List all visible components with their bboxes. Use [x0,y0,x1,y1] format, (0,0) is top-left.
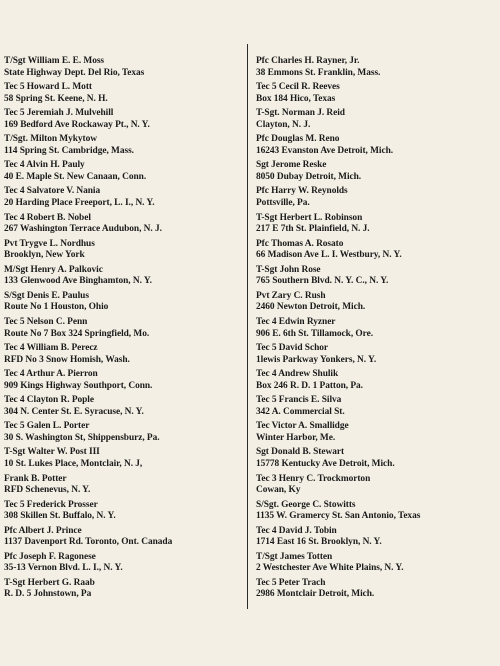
roster-entry [256,186,496,211]
roster-entry [4,421,241,446]
roster-entry [4,369,241,394]
roster-entry [256,552,496,577]
entry-name: Tec 5 David Schor [256,343,328,354]
entry-address: 2986 Montclair Detroit, Mich. [256,589,375,600]
roster-entry [4,239,241,264]
entry-address: RFD No 3 Snow Homish, Wash. [4,354,130,365]
roster-entry [4,500,241,525]
entry-name: T-Sgt Herbert L. Robinson [256,212,363,223]
roster-entry [256,82,496,107]
roster-column-right [256,56,496,604]
entry-address: Route No 7 Box 324 Springfield, Mo. [4,328,150,339]
entry-name: Tec Victor A. Smallidge [256,421,349,432]
entry-address: 267 Washington Terrace Audubon, N. J. [4,224,162,235]
entry-address: 2 Westchester Ave White Plains, N. Y. [256,563,404,574]
roster-entry [256,447,496,472]
entry-address: 1lewis Parkway Yonkers, N. Y. [256,354,377,365]
roster-entry [4,291,241,316]
entry-address: Route No 1 Houston, Ohio [4,302,109,313]
roster-entry [256,265,496,290]
entry-name: Tec 4 Andrew Shulik [256,369,339,380]
roster-entry [4,186,241,211]
entry-address: 1714 East 16 St. Brooklyn, N. Y. [256,537,382,548]
entry-address: 133 Glenwood Ave Binghamton, N. Y. [4,276,152,287]
entry-name: Sgt Jerome Reske [256,160,327,171]
entry-address: RFD Schenevus, N. Y. [4,485,91,496]
roster-entry [256,578,496,603]
entry-name: Pfc Joseph F. Ragonese [4,551,96,562]
roster-entry [4,526,241,551]
entry-address: 765 Southern Blvd. N. Y. C., N. Y. [256,276,389,287]
entry-address: Clayton, N. J. [256,119,311,130]
entry-address: 15778 Kentucky Ave Detroit, Mich. [256,459,395,469]
entry-name: S/Sgt. George C. Stowitts [256,499,356,510]
entry-name: Pfc Thomas A. Rosato [256,238,344,249]
entry-name: Tec 3 Henry C. Trockmorton [256,473,371,484]
entry-address: 906 E. 6th St. Tillamock, Ore. [256,328,374,339]
entry-name: Tec 5 Howard L. Mott [4,82,92,93]
entry-address: 308 Skillen St. Buffalo, N. Y. [4,511,116,522]
entry-address: 40 E. Maple St. New Canaan, Conn. [4,171,147,182]
entry-address: State Highway Dept. Del Rio, Texas [4,67,145,78]
entry-name: T-Sgt. Norman J. Reid [256,108,345,119]
entry-name: Tec 4 Robert B. Nobel [4,212,91,223]
entry-address: 304 N. Center St. E. Syracuse, N. Y. [4,406,144,417]
entry-address: 2460 Newton Detroit, Mich. [256,302,366,313]
entry-name: Tec 4 Salvatore V. Nania [4,186,101,197]
entry-name: Tec 5 Cecil R. Reeves [256,82,340,93]
roster-entry [4,134,241,159]
entry-name: Frank B. Potter [4,473,67,484]
roster-entry [256,56,496,81]
entry-name: Pfc Albert J. Prince [4,525,82,536]
entry-address: 1137 Davenport Rd. Toronto, Ont. Canada [4,537,173,548]
entry-address: 909 Kings Highway Southport, Conn. [4,380,153,391]
roster-entry [4,82,241,107]
entry-address: 217 E 7th St. Plainfield, N. J. [256,224,370,235]
entry-address: Pottsville, Pa. [256,198,310,209]
entry-address: R. D. 5 Johnstown, Pa [4,589,92,600]
roster-entry [256,500,496,525]
entry-address: 1135 W. Gramercy St. San Antonio, Texas [256,511,421,522]
entry-name: T/Sgt. Milton Mykytow [4,134,97,145]
entry-address: Box 184 Hico, Texas [256,93,336,104]
entry-name: Pfc Charles H. Rayner, Jr. [256,56,360,66]
roster-entry [4,108,241,133]
entry-address: 20 Harding Place Freeport, L. I., N. Y. [4,198,155,209]
roster-entry [256,343,496,368]
entry-name: Tec 5 Peter Trach [256,577,326,588]
entry-address: 35-13 Vernon Blvd. L. I., N. Y. [4,563,123,574]
roster-entry [4,56,241,81]
entry-name: T-Sgt Walter W. Post III [4,447,100,458]
roster-entry [4,343,241,368]
entry-name: Tec 5 Frederick Prosser [4,499,98,510]
entry-address: 66 Madison Ave L. I. Westbury, N. Y. [256,250,402,261]
entry-address: 342 A. Commercial St. [256,406,345,417]
roster-entry [4,395,241,420]
entry-name: Tec 5 Jeremiah J. Mulvehill [4,108,114,119]
entry-address: Box 246 R. D. 1 Patton, Pa. [256,380,363,391]
roster-entry [256,395,496,420]
roster-entry [256,239,496,264]
entry-address: 10 St. Lukes Place, Montclair, N. J, [4,459,143,469]
entry-name: Tec 4 Clayton R. Pople [4,395,94,406]
roster-entry [4,213,241,238]
entry-name: T/Sgt James Totten [256,551,333,562]
entry-name: T-Sgt John Rose [256,264,321,275]
entry-name: Pfc Harry W. Reynolds [256,186,348,197]
entry-address: Winter Harbor, Me. [256,432,336,443]
entry-name: Pvt Zary C. Rush [256,290,326,301]
entry-name: S/Sgt Denis E. Paulus [4,290,89,301]
entry-name: Tec 5 Nelson C. Penn [4,316,88,327]
roster-entry [256,526,496,551]
entry-address: 30 S. Washington St, Shippensburz, Pa. [4,432,160,443]
entry-name: T-Sgt Herbert G. Raab [4,577,95,588]
entry-name: Pfc Douglas M. Reno [256,134,340,145]
roster-entry [256,108,496,133]
roster-entry [4,447,241,472]
entry-name: Tec 4 Alvin H. Pauly [4,160,85,171]
entry-name: Sgt Donald B. Stewart [256,447,345,458]
entry-address: Brooklyn, New York [4,250,85,261]
roster-entry [256,369,496,394]
roster-entry [256,421,496,446]
roster-entry [256,213,496,238]
entry-name: Tec 4 William B. Perecz [4,343,98,354]
roster-entry [256,317,496,342]
roster-column-left [4,56,241,604]
entry-name: Pvt Trygve L. Nordhus [4,238,95,249]
entry-name: Tec 4 Edwin Ryzner [256,316,336,327]
roster-entry [4,552,241,577]
entry-address: 169 Bedford Ave Rockaway Pt., N. Y. [4,119,150,130]
entry-address: 114 Spring St. Cambridge, Mass. [4,145,134,156]
roster-entry [256,134,496,159]
entry-name: Tec 4 Arthur A. Pierron [4,369,98,380]
entry-name: Tec 5 Galen L. Porter [4,421,90,432]
entry-address: Cowan, Ky [256,485,301,496]
entry-name: Tec 5 Francis E. Silva [256,395,342,406]
roster-entry [4,578,241,603]
entry-address: 8050 Dubay Detroit, Mich. [256,171,362,182]
roster-entry [256,160,496,185]
entry-address: 16243 Evanston Ave Detroit, Mich. [256,145,394,156]
column-divider [247,44,248,609]
roster-entry [4,265,241,290]
entry-address: 38 Emmons St. Franklin, Mass. [256,67,381,78]
entry-name: T/Sgt William E. E. Moss [4,56,105,66]
entry-name: Tec 4 David J. Tobin [256,525,337,536]
roster-entry [4,317,241,342]
roster-entry [4,160,241,185]
roster-entry [4,474,241,499]
roster-entry [256,291,496,316]
entry-name: M/Sgt Henry A. Palkovic [4,264,103,275]
roster-entry [256,474,496,499]
entry-address: 58 Spring St. Keene, N. H. [4,93,108,104]
